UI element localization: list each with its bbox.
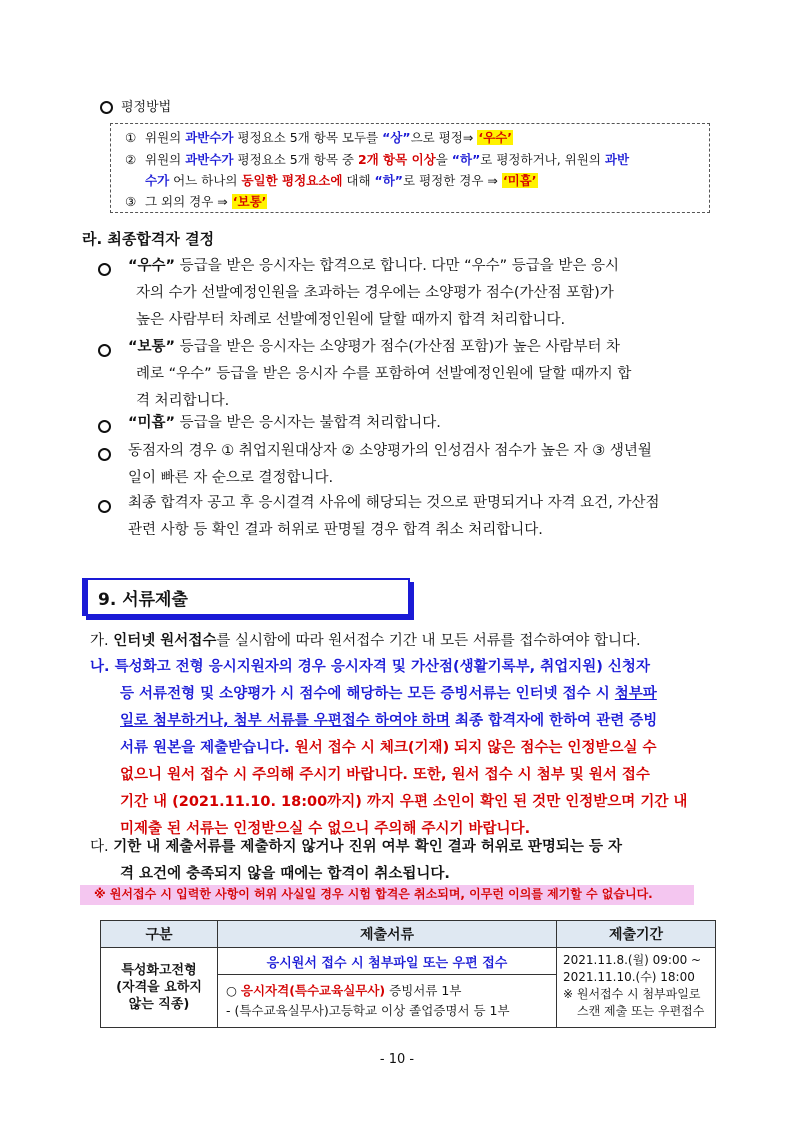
table-doc-top: 응시원서 접수 시 첨부파일 또는 우편 접수: [218, 948, 557, 975]
circle-bullet-icon: [98, 500, 111, 513]
submission-na: 나. 특성화고 전형 응시지원자의 경우 응시자격 및 가산점(생활기록부, 취업지원) 신청자 등 서류전형 및 소양평가 시 점수에 해당하는 모든 증빙서류는 인터넷 접수 시 첨부파 일로 첨부하거나, 첨부 서류를 우편접수 하여야 하며 최종 합격자에 한하여 관련 증빙 서류 원본을 제출받습니다. 원서 접수 시 체크(기재) 되지 않은 점수는 인정받으실 수 없으니 원서 접수 시 주의해 주시기 바랍니다. 또한, 원서 접수 시 첨부 및 원서 접수 기간 내 (2021.11.10. 18:00까지) 까지 우편 소인이 확인 된 것만 인정받으며 기간 내 미제출 된 서류는 인정받으실 수 없으니 주의해 주시기 바랍니다.: [90, 659, 688, 837]
circle-bullet-icon: [100, 101, 113, 114]
table-category: 특성화고전형 (자격을 요하지 않는 직종): [101, 948, 218, 1028]
final-bullet-5: 최종 합격자 공고 후 응시결격 사유에 해당되는 것으로 판명되거나 자격 요건, 가산점 관련 사항 등 확인 결과 허위로 판명될 경우 합격 취소 처리합니다.: [128, 495, 660, 538]
final-bullet-3: “미흡” 등급을 받은 응시자는 불합격 처리합니다.: [128, 415, 441, 431]
submission-da: 다. 기한 내 제출서류를 제출하지 않거나 진위 여부 확인 결과 허위로 판명되는 등 자 격 요건에 충족되지 않을 때에는 합격이 취소됩니다.: [90, 839, 623, 882]
table-header: 제출서류: [218, 921, 557, 948]
submission-ga: 가. 인터넷 원서접수를 실시함에 따라 원서접수 기간 내 모든 서류를 접수하여야 합니다.: [90, 633, 641, 649]
submission-table: [100, 920, 716, 1028]
final-bullet-2: “보통” 등급을 받은 응시자는 소양평가 점수(가산점 포함)가 높은 사람부터 차 례로 “우수” 등급을 받은 응시자 수를 포함하여 선발예정인원에 달할 때까지 합 격 처리합니다.: [128, 339, 632, 409]
section-9-title: 9. 서류제출: [98, 590, 188, 610]
criteria-1: ① 위원의 과반수가 평정요소 5개 항목 모두를 “상”으로 평정⇒ ‘우수’: [125, 130, 512, 145]
circle-bullet-icon: [98, 420, 111, 433]
criteria-3: ③ 그 외의 경우 ⇒ ‘보통’: [125, 194, 267, 209]
page-number: - 10 -: [379, 1052, 415, 1067]
table-header: 구분: [101, 921, 218, 948]
criteria-box: [110, 123, 710, 213]
table-doc-detail: ○ 응시자격(특수교육실무사) 증빙서류 1부 - (특수교육실무사)고등학교 이상 졸업증명서 등 1부: [218, 975, 557, 1028]
final-selection-heading: 라. 최종합격자 결정: [82, 230, 215, 248]
circle-bullet-icon: [98, 344, 111, 357]
table-period: 2021.11.8.(월) 09:00 ~ 2021.11.10.(수) 18:00 ※ 원서접수 시 첨부파일로 스캔 제출 또는 우편접수: [557, 948, 716, 1028]
eval-method-label: 평정방법: [100, 96, 171, 115]
circle-bullet-icon: [98, 448, 111, 461]
section-9-title-box: [82, 578, 410, 616]
criteria-2: ② 위원의 과반수가 평정요소 5개 항목 중 2개 항목 이상을 “하”로 평정하거나, 위원의 과반: [125, 152, 630, 167]
circle-bullet-icon: [98, 263, 111, 276]
table-header: 제출기간: [557, 921, 716, 948]
criteria-2-cont: 수가 어느 하나의 동일한 평정요소에 대해 “하”로 평정한 경우 ⇒ ‘미흡’: [145, 173, 537, 188]
warning-note: ※ 원서접수 시 입력한 사항이 허위 사실일 경우 시험 합격은 취소되며, 이무런 이의를 제기할 수 없습니다.: [80, 885, 694, 905]
final-bullet-4: 동점자의 경우 ① 취업지원대상자 ② 소양평가의 인성검사 점수가 높은 자 ③ 생년월 일이 빠른 자 순으로 결정합니다.: [128, 443, 652, 486]
final-bullet-1: “우수” 등급을 받은 응시자는 합격으로 합니다. 다만 “우수” 등급을 받은 응시 자의 수가 선발예정인원을 초과하는 경우에는 소양평가 점수(가산점 포함)가 높은 사람부터 차례로 선발예정인원에 달할 때까지 합격 처리합니다.: [128, 258, 619, 328]
